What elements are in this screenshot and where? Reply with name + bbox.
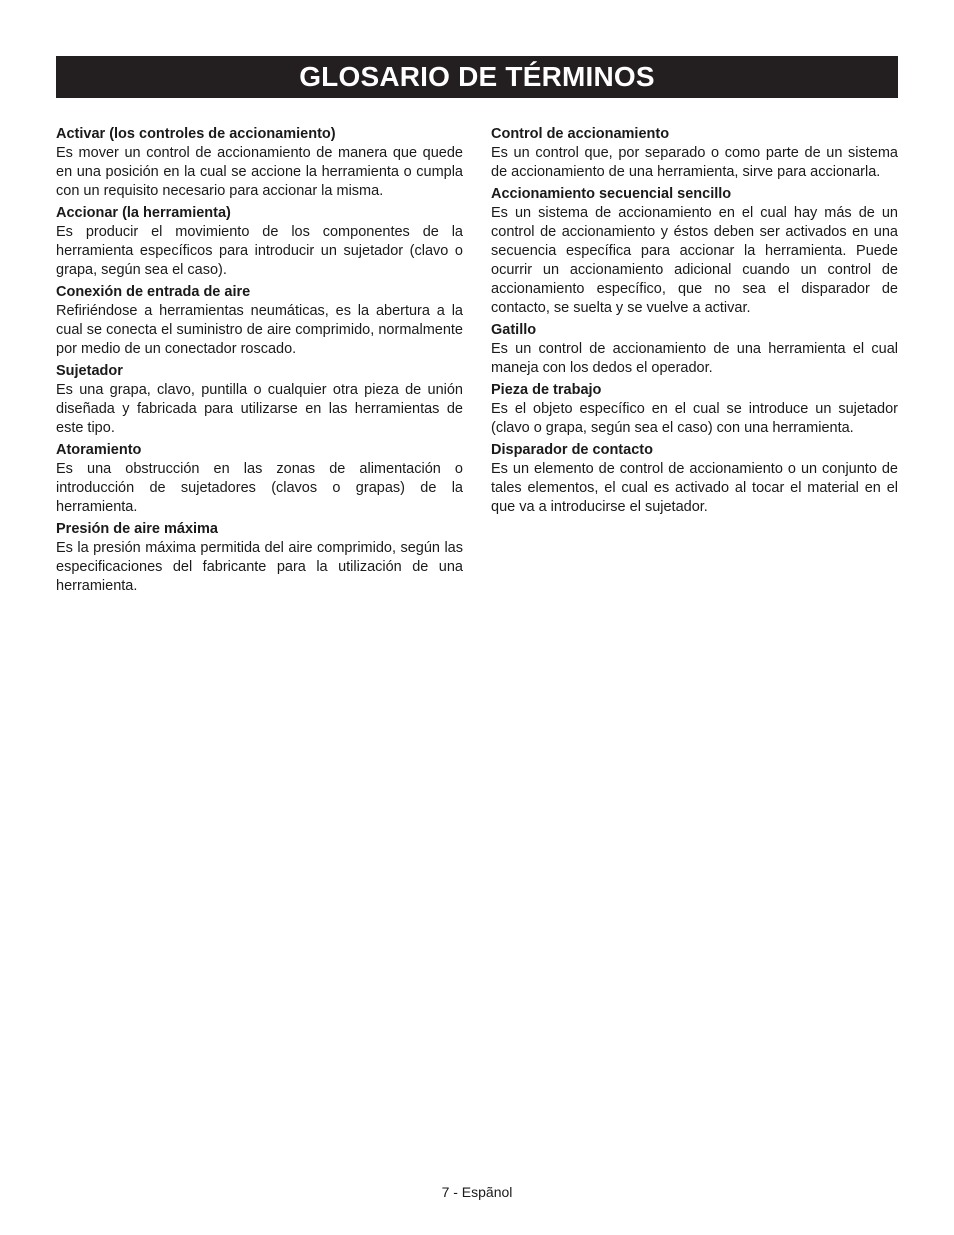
glossary-definition: Es mover un control de accionamiento de manera que quede en una posición en la cual se accione la herramienta o cumpla con un requisito necesario para accionar la misma.: [56, 145, 463, 199]
glossary-definition: Es producir el movimiento de los componentes de la herramienta específicos para introducir un sujetador (clavo o grapa, según sea el caso).: [56, 224, 463, 278]
glossary-term: Accionar (la herramienta): [56, 205, 231, 221]
glossary-term: Conexión de entrada de aire: [56, 284, 251, 300]
glossary-entry: [491, 125, 898, 182]
glossary-definition: Es un control de accionamiento de una herramienta el cual maneja con los dedos el operador.: [491, 341, 898, 376]
glossary-definition: Es un sistema de accionamiento en el cual hay más de un control de accionamiento y éstos deben ser activados en una secuencia específica para accionar la herramienta. Puede ocurrir un accionamiento adicional cuando un control de accionamiento específico, que no sea el disparador de contacto, se suelta y se vuelve a activar.: [491, 205, 898, 316]
glossary-entry: [56, 441, 463, 517]
glossary-term: Atoramiento: [56, 442, 142, 458]
glossary-term: Control de accionamiento: [491, 126, 670, 142]
glossary-definition: Es un control que, por separado o como parte de un sistema de accionamiento de una herramienta, sirve para accionarla.: [491, 145, 898, 180]
glossary-term: Disparador de contacto: [491, 442, 653, 458]
glossary-entry: [56, 283, 463, 359]
glossary-term: Presión de aire máxima: [56, 521, 218, 537]
glossary-entry: [491, 185, 898, 318]
glossary-right-column: [491, 125, 898, 520]
glossary-definition: Refiriéndose a herramientas neumáticas, es la abertura a la cual se conecta el suministro de aire comprimido, normalmente por medio de un conectador roscado.: [56, 303, 463, 357]
glossary-definition: Es la presión máxima permitida del aire comprimido, según las especificaciones del fabricante para la utilización de una herramienta.: [56, 540, 463, 594]
glossary-entry: [491, 321, 898, 378]
glossary-entry: [56, 125, 463, 201]
glossary-term: Activar (los controles de accionamiento): [56, 126, 336, 142]
page-footer: 7 - Espãnol: [441, 1184, 513, 1200]
glossary-entry: [56, 204, 463, 280]
glossary-term: Gatillo: [491, 322, 537, 338]
glossary-entry: [56, 362, 463, 438]
glossary-term: Accionamiento secuencial sencillo: [491, 186, 732, 202]
glossary-entry: [491, 381, 898, 438]
page-title: GLOSARIO DE TÉRMINOS: [299, 61, 655, 92]
glossary-term: Pieza de trabajo: [491, 382, 602, 398]
glossary-entry: [491, 441, 898, 517]
glossary-term: Sujetador: [56, 363, 123, 379]
glossary-entry: [56, 520, 463, 596]
glossary-definition: Es el objeto específico en el cual se introduce un sujetador (clavo o grapa, según sea el caso) con una herramienta.: [491, 401, 898, 436]
glossary-left-column: [56, 125, 463, 599]
glossary-definition: Es un elemento de control de accionamiento o un conjunto de tales elementos, el cual es activado al tocar el material en el que va a introducirse el sujetador.: [491, 461, 898, 515]
glossary-definition: Es una obstrucción en las zonas de alimentación o introducción de sujetadores (clavos o grapas) de la herramienta.: [56, 461, 463, 515]
glossary-definition: Es una grapa, clavo, puntilla o cualquier otra pieza de unión diseñada y fabricada para utilizarse en las herramientas de este tipo.: [56, 382, 463, 436]
title-bar: [56, 56, 898, 98]
